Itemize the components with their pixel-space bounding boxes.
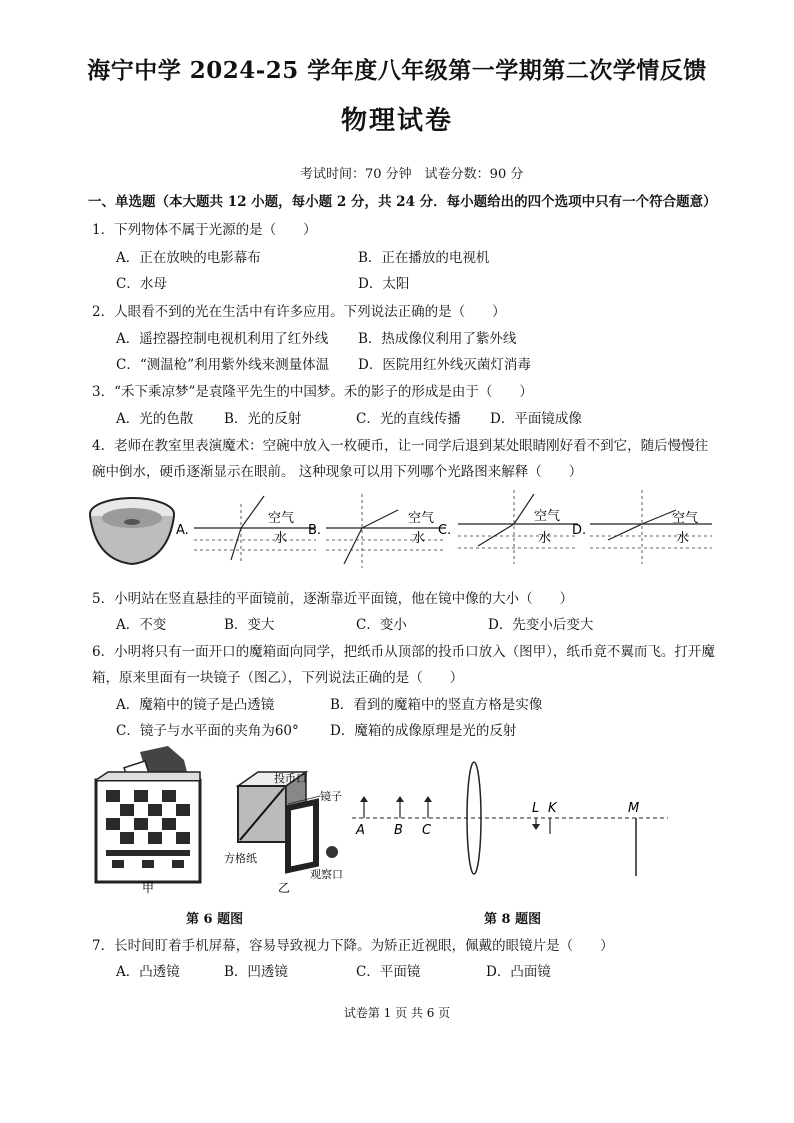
fig6-coin-slot: 投币口 [274,772,307,785]
fig8-point-k: K [548,801,557,816]
q7-option-d: D．凸面镜 [486,964,551,980]
q3-option-b: B．光的反射 [224,411,302,427]
section-heading: 一、单选题（本大题共 12 小题，每小题 2 分，共 24 分．每小题给出的四个选项中只有一个符合题意） [88,194,717,210]
bowl-illustration [90,498,174,564]
diagram-d [572,490,712,564]
fig8-point-c: C [422,823,432,838]
fig6-mirror: 镜子 [320,790,342,803]
fig8-point-a: A [356,823,365,838]
diagram-c-water: 水 [538,531,552,546]
q6-option-d: D．魔箱的成像原理是光的反射 [330,723,517,739]
page-footer: 试卷第 1 页 共 6 页 [343,1006,451,1020]
q7-option-b: B．凹透镜 [224,964,288,980]
q5-stem: 5．小明站在竖直悬挂的平面镜前，逐渐靠近平面镜，他在镜中像的大小（ ） [92,591,574,607]
diagram-b-air: 空气 [408,511,435,526]
fig8-caption: 第 8 题图 [484,912,542,927]
diagram-a-label: A. [176,523,189,538]
exam-meta: 考试时间：70 分钟 试卷分数：90 分 [300,167,524,182]
q7-option-c: C．平面镜 [356,964,421,980]
fig8-lens-diagram [352,762,668,876]
q6-option-a: A．魔箱中的镜子是凸透镜 [116,697,275,713]
q2-option-d: D．医院用红外线灭菌灯消毒 [358,357,531,373]
fig6-label-jia: 甲 [142,881,155,895]
q5-option-d: D．先变小后变大 [488,617,594,633]
fig8-point-l: L [532,801,540,816]
diagram-a [176,496,316,564]
diagram-b [308,494,446,568]
fig6-grid-paper: 方格纸 [224,852,257,865]
fig6-box-jia [96,746,200,895]
exam-title: 海宁中学 2024-25 学年度八年级第一学期第二次学情反馈 [87,57,707,84]
fig8-point-b: B [394,823,403,838]
q1-option-c: C．水母 [116,276,167,292]
diagram-c [438,490,578,564]
q2-option-a: A．遥控器控制电视机利用了红外线 [116,331,329,347]
q6-option-c: C．镜子与水平面的夹角为60° [116,723,299,739]
fig6-caption: 第 6 题图 [186,912,244,927]
q6-option-b: B．看到的魔箱中的竖直方格是实像 [330,697,543,713]
exam-subject: 物理试卷 [340,106,453,136]
q1-stem: 1．下列物体不属于光源的是（ ） [92,222,317,238]
diagram-b-water: 水 [412,531,426,546]
q3-option-c: C．光的直线传播 [356,411,461,427]
fig6-label-yi: 乙 [278,881,291,895]
diagram-d-water: 水 [676,531,690,546]
diagram-b-label: B. [308,523,322,538]
diagram-c-air: 空气 [534,509,561,524]
q2-option-c: C．“测温枪”利用紫外线来测量体温 [116,357,330,373]
q2-stem: 2．人眼看不到的光在生活中有许多应用。下列说法正确的是（ ） [92,304,506,320]
diagram-d-air: 空气 [672,511,699,526]
q6-stem-line2: 箱，原来里面有一块镜子（图乙），下列说法正确的是（ ） [92,670,464,686]
diagram-a-air: 空气 [268,511,295,526]
q3-option-d: D．平面镜成像 [490,411,582,427]
q5-option-a: A．不变 [116,617,167,633]
q5-option-c: C．变小 [356,617,407,633]
diagram-a-water: 水 [274,531,288,546]
q4-light-path-diagrams [86,484,726,580]
fig8-point-m: M [628,801,640,816]
q7-option-a: A．凸透镜 [116,964,180,980]
q1-option-a: A．正在放映的电影幕布 [116,250,261,266]
figures-6-8 [88,742,688,902]
q4-stem-line1: 4．老师在教室里表演魔术：空碗中放入一枚硬币，让一同学后退到某处眼睛刚好看不到它，随后慢慢往 [92,438,709,454]
diagram-d-label: D. [572,523,587,538]
q1-option-d: D．太阳 [358,276,410,292]
diagram-c-label: C. [438,523,452,538]
fig6-box-yi [224,771,343,895]
q6-stem-line1: 6．小明将只有一面开口的魔箱面向同学，把纸币从顶部的投币口放入（图甲），纸币竟不翼而飞。打开魔 [92,644,715,660]
q3-stem: 3．“禾下乘凉梦”是袁隆平先生的中国梦。禾的影子的形成是由于（ ） [92,384,533,400]
q4-stem-line2: 碗中倒水，硬币逐渐显示在眼前。 这种现象可以用下列哪个光路图来解释（ ） [92,464,583,480]
q7-stem: 7．长时间盯着手机屏幕，容易导致视力下降。为矫正近视眼，佩戴的眼镜片是（ ） [92,938,614,954]
q5-option-b: B．变大 [224,617,275,633]
q3-option-a: A．光的色散 [116,411,194,427]
fig6-view-port: 观察口 [310,868,343,881]
q1-option-b: B．正在播放的电视机 [358,250,490,266]
q2-option-b: B．热成像仪利用了紫外线 [358,331,517,347]
